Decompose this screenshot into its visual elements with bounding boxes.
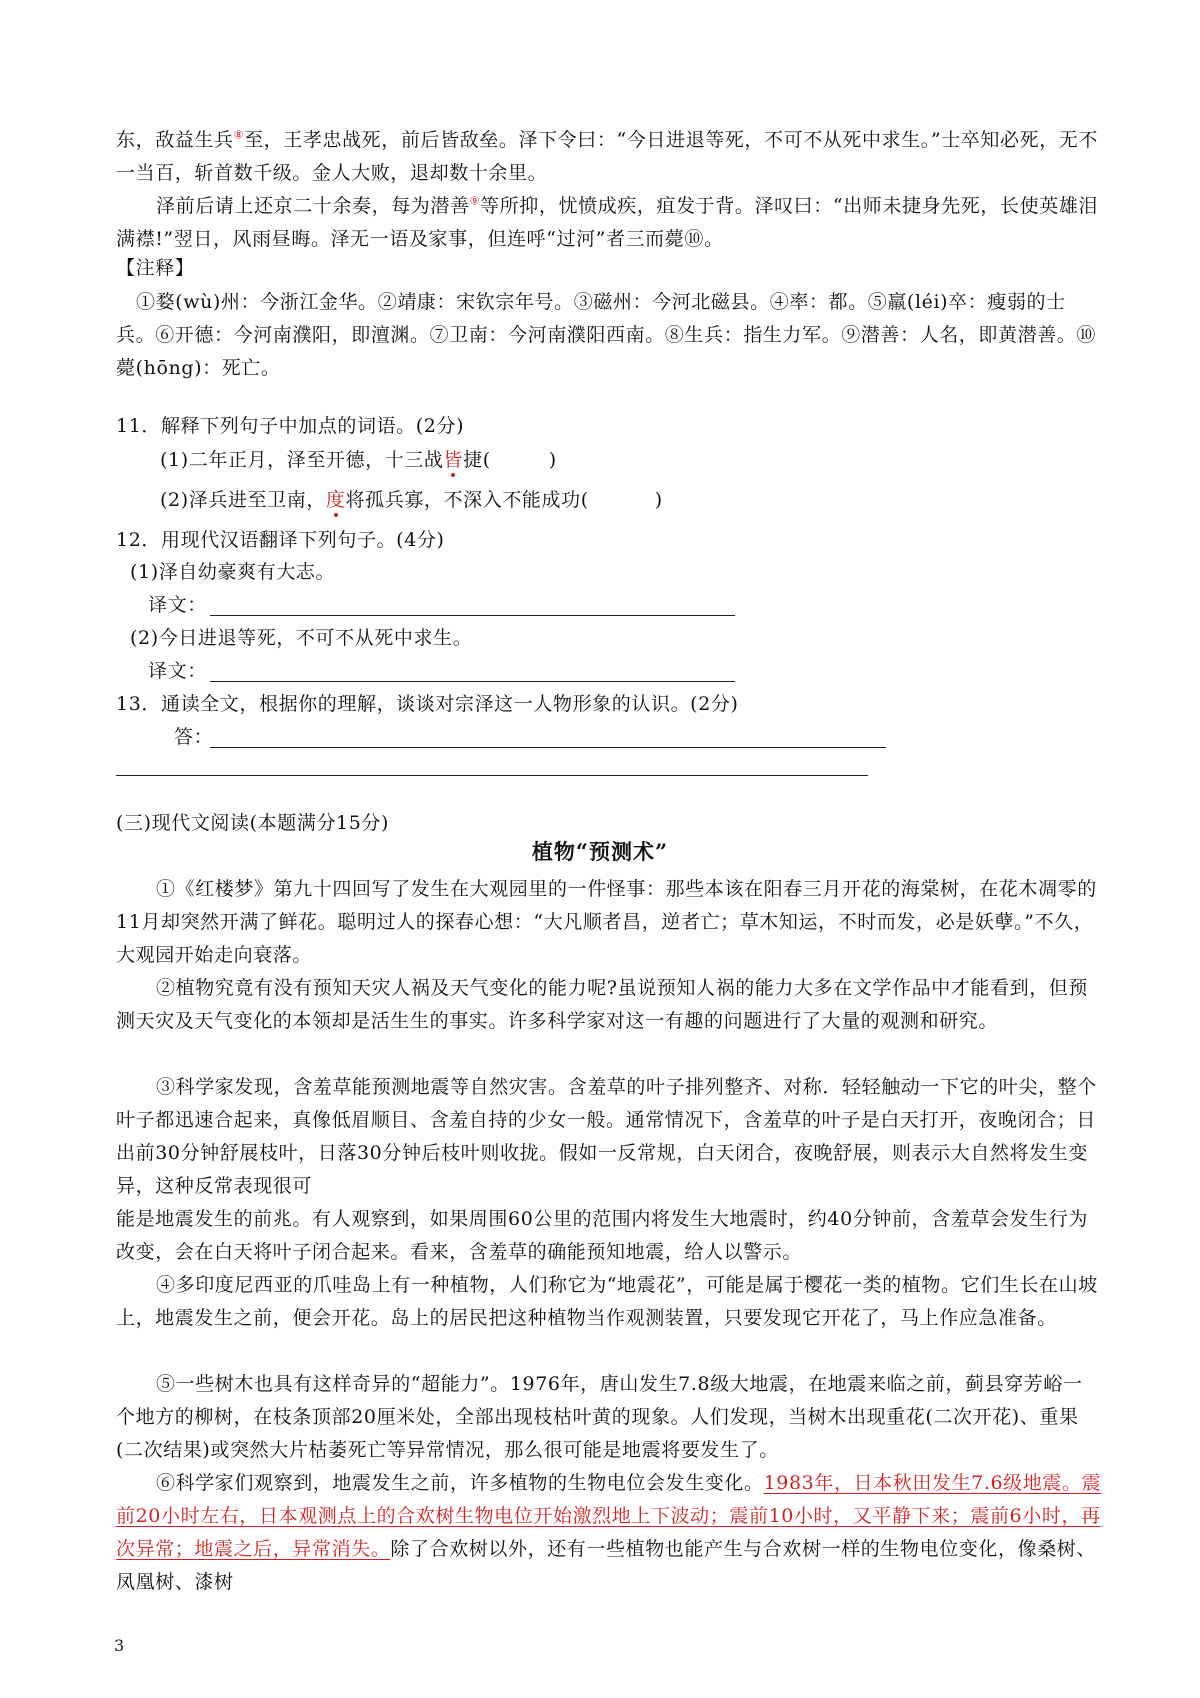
translation-answer-line[interactable] (210, 681, 735, 682)
article-paragraph-6: ⑥科学家们观察到，地震发生之前，许多植物的生物电位会发生变化。1983年，日本秋田发生7.6级地震。震前20小时左右，日本观测点上的合欢树生物电位开始激烈地上下波动；震前10小时，又平静下来；震前6小时，再次异常；地震之后，异常消失。除了合欢树以外，还有一些植物也能产生与合欢树一样的生物电位变化，像桑树、凤凰树、漆树 (116, 1472, 1102, 1593)
answer-line[interactable] (116, 775, 868, 776)
passage-paragraph-1: 东，敌益生兵⑧至，王孝忠战死，前后皆敌垒。泽下令曰：“今日进退等死，不可不从死中求生。”士卒知必死，无不一当百，斩首数千级。金人大败，退却数十余里。 (116, 128, 1099, 184)
highlighted-annotation: 1983年，日本秋田发生7.6级地震。震前20小时左右，日本观测点上的合欢树生物电位开始激烈地上下波动；震前10小时，又平静下来；震前6小时，再次异常；地震之后，异常消失。 (116, 1472, 1102, 1560)
notes-body: ①婺(wù)州：今浙江金华。②靖康：宋钦宗年号。③磁州：今河北磁县。④率：都。⑤羸(léi)卒：瘦弱的士兵。⑥开德：今河南濮阳，即澶渊。⑦卫南：今河南濮阳西南。⑧生兵：指生力军。⑨潜善：人名，即黄潜善。⑩薨(hōng)：死亡。 (116, 291, 1097, 379)
question-11-item-1: (1)二年正月，泽至开德，十三战皆捷( ) (160, 449, 557, 471)
passage-paragraph-2: 泽前后请上还京二十余奏，每为潜善⑨等所抑，忧愤成疾，疽发于背。泽叹曰：“出师未捷身先死，长使英雄泪满襟!”翌日，风雨昼晦。泽无一语及家事，但连呼“过河”者三而薨⑩。 (116, 194, 1098, 250)
notes-heading: 【注释】 (116, 257, 195, 279)
article-paragraph-1: ①《红楼梦》第九十四回写了发生在大观园里的一件怪事：那些本该在阳春三月开花的海棠树，在花木凋零的11月却突然开满了鲜花。聪明过人的探春心想：“大凡顺者昌，逆者亡；草木知运，不时而发，必是妖孽。”不久，大观园开始走向衰落。 (116, 878, 1097, 966)
section-heading: (三)现代文阅读(本题满分15分) (116, 812, 390, 834)
question-13: 13．通读全文，根据你的理解，谈谈对宗泽这一人物形象的认识。(2分) (116, 693, 739, 715)
article-paragraph-3-continued: 能是地震发生的前兆。有人观察到，如果周围60公里的范围内将发生大地震时，约40分钟前，含羞草会发生行为改变，会在白天将叶子闭合起来。看来，含羞草的确能预知地震，给人以警示。 (116, 1208, 1088, 1263)
dotted-word: 皆 (443, 449, 464, 471)
note-marker: ⑧ (233, 128, 245, 142)
note-marker: ⑨ (469, 194, 481, 208)
article-paragraph-5: ⑤一些树木也具有这样奇异的“超能力”。1976年，唐山发生7.8级大地震，在地震来临之前，蓟县穿芳峪一个地方的柳树，在枝条顶部20厘米处，全部出现枝枯叶黄的现象。人们发现，当树木出现重花(二次开花)、重果(二次结果)或突然大片枯萎死亡等异常情况，那么很可能是地震将要发生了。 (116, 1373, 1083, 1461)
question-12-item-2: (2)今日进退等死，不可不从死中求生。 (130, 627, 473, 649)
answer-line[interactable] (210, 747, 886, 748)
question-12-item-1: (1)泽自幼豪爽有大志。 (130, 561, 336, 583)
translation-label: 译文： (148, 594, 207, 616)
article-title: 植物“预测术” (531, 839, 669, 864)
article-paragraph-4: ④多印度尼西亚的爪哇岛上有一种植物，人们称它为“地震花”，可能是属于樱花一类的植物。它们生长在山坡上，地震发生之前，便会开花。岛上的居民把这种植物当作观测装置，只要发现它开花了，马上作应急准备。 (116, 1274, 1098, 1329)
question-11-item-2: (2)泽兵进至卫南，度将孤兵寡，不深入不能成功( ) (160, 489, 663, 511)
translation-answer-line[interactable] (210, 615, 735, 616)
page-number: 3 (114, 1636, 125, 1655)
answer-label: 答： (174, 726, 214, 748)
question-12: 12．用现代汉语翻译下列句子。(4分) (116, 529, 445, 551)
article-paragraph-2: ②植物究竟有没有预知天灾人祸及天气变化的能力呢?虽说预知人祸的能力大多在文学作品中才能看到，但预测天灾及天气变化的本领却是活生生的事实。许多科学家对这一有趣的问题进行了大量的观测和研究。 (116, 977, 1088, 1032)
article-paragraph-3: ③科学家发现，含羞草能预测地震等自然灾害。含羞草的叶子排列整齐、对称．轻轻触动一下它的叶尖，整个叶子都迅速合起来，真像低眉顺目、含羞自持的少女一般。通常情况下，含羞草的叶子是白天打开，夜晚闭合；日出前30分钟舒展枝叶，日落30分钟后枝叶则收拢。假如一反常规，白天闭合，夜晚舒展，则表示大自然将发生变异，这种反常表现很可 (116, 1076, 1097, 1197)
translation-label: 译文： (148, 660, 207, 682)
question-11: 11．解释下列句子中加点的词语。(2分) (116, 415, 465, 437)
dotted-word: 度 (325, 489, 346, 511)
